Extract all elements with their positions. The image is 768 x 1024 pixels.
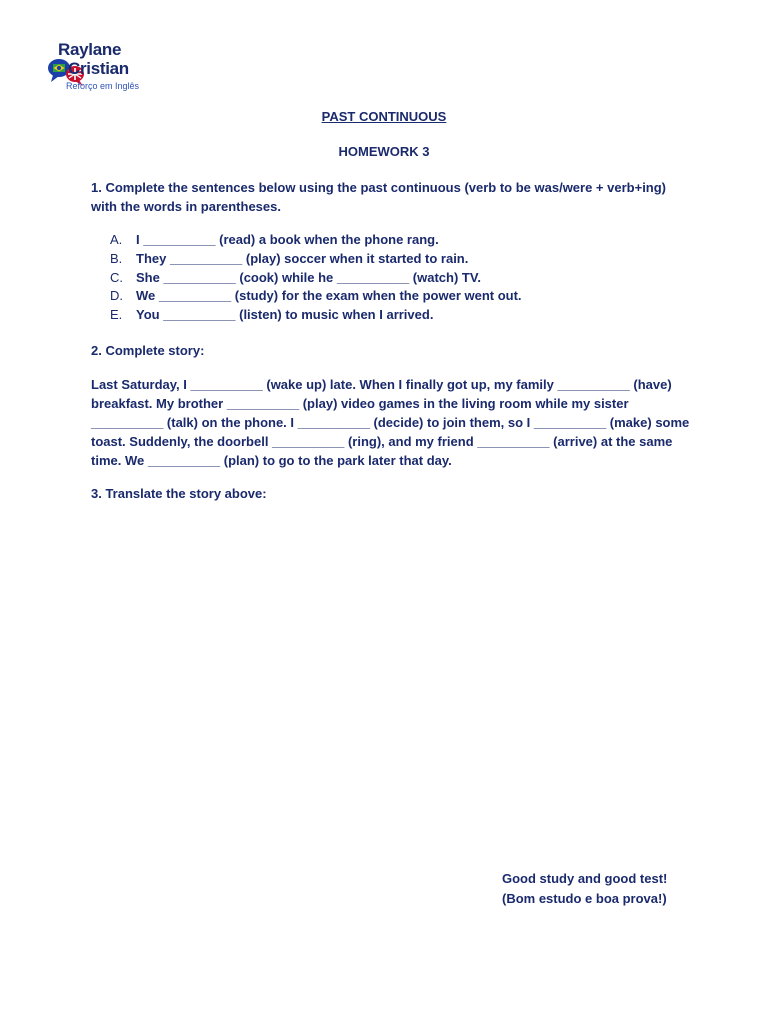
item-text: We __________ (study) for the exam when the power went out. [136,288,522,304]
sentence-list [110,231,522,325]
item-letter: E. [110,307,123,323]
closing-message [502,869,667,909]
question-3: 3. Translate the story above: [91,486,267,501]
item-text: I __________ (read) a book when the phone rang. [136,232,439,247]
logo-line2: Cristian [68,59,129,78]
question-2: 2. Complete story: [91,343,205,358]
page-subtitle: HOMEWORK 3 [338,144,430,159]
item-letter: B. [110,250,123,266]
item-text: She __________ (cook) while he __________ (watch) TV. [136,269,481,285]
brand-logo [34,28,164,100]
item-letter: A. [110,232,123,247]
question-1: 1. Complete the sentences below using the past continuous (verb to be was/were + verb+ing) with the words in parentheses. [91,180,667,214]
item-text: You __________ (listen) to music when I arrived. [136,307,434,323]
list-item [110,269,522,288]
item-letter: D. [110,288,123,304]
page-title: PAST CONTINUOUS [321,109,447,124]
closing-line2: (Bom estudo e boa prova!) [502,891,667,906]
item-text: They __________ (play) soccer when it started to rain. [136,250,469,266]
list-item [110,287,522,306]
story-paragraph: Last Saturday, I __________ (wake up) late. When I finally got up, my family __________ (have) breakfast. My brother __________ (play) video games in the living room while my sister __________ (talk) on the phone. I __________ (decide) to join them, so I __________ (make) some toast. Suddenly, the doorbell __________ (ring), and my friend __________ (arrive) at the same time. We __________ (plan) to go to the park later that day. [91,377,690,468]
logo-line1: Raylane [58,40,122,59]
item-letter: C. [110,269,123,285]
list-item [110,231,522,250]
list-item [110,306,522,325]
list-item [110,250,522,269]
logo-tagline: Reforço em Inglês [66,81,140,91]
closing-line1: Good study and good test! [502,871,668,886]
